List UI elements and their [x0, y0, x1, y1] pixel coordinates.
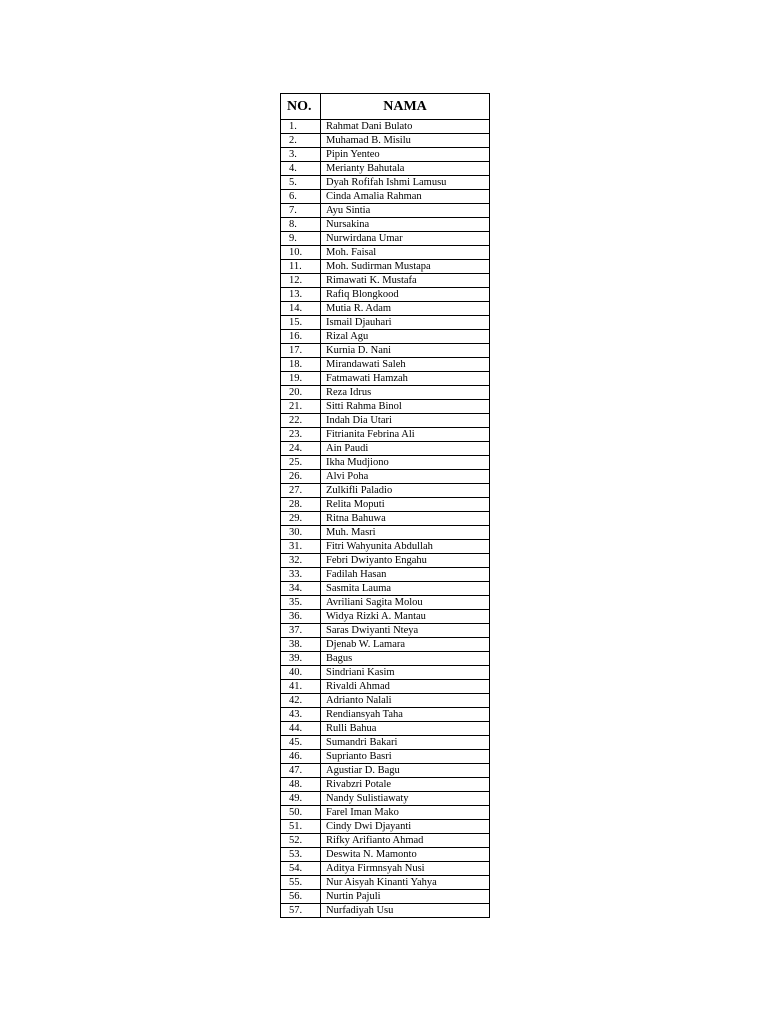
row-name: Relita Moputi: [321, 498, 490, 512]
row-number: 24.: [281, 442, 321, 456]
row-number: 55.: [281, 876, 321, 890]
row-name: Moh. Sudirman Mustapa: [321, 260, 490, 274]
row-name: Merianty Bahutala: [321, 162, 490, 176]
table-row: [281, 120, 490, 134]
row-name: Ain Paudi: [321, 442, 490, 456]
column-header-no: NO.: [281, 94, 321, 120]
table-row: [281, 288, 490, 302]
table-row: [281, 610, 490, 624]
row-number: 17.: [281, 344, 321, 358]
row-number: 57.: [281, 904, 321, 918]
table-row: [281, 316, 490, 330]
row-name: Adrianto Nalali: [321, 694, 490, 708]
row-name: Alvi Poha: [321, 470, 490, 484]
row-name: Cindy Dwi Djayanti: [321, 820, 490, 834]
row-number: 20.: [281, 386, 321, 400]
table-row: [281, 792, 490, 806]
row-number: 26.: [281, 470, 321, 484]
table-row: [281, 414, 490, 428]
table-body: [281, 120, 490, 918]
row-number: 21.: [281, 400, 321, 414]
table-row: [281, 876, 490, 890]
table-row: [281, 694, 490, 708]
row-number: 6.: [281, 190, 321, 204]
row-number: 44.: [281, 722, 321, 736]
row-number: 43.: [281, 708, 321, 722]
table-row: [281, 736, 490, 750]
row-name: Nur Aisyah Kinanti Yahya: [321, 876, 490, 890]
row-name: Muhamad B. Misilu: [321, 134, 490, 148]
row-name: Zulkifli Paladio: [321, 484, 490, 498]
row-name: Suprianto Basri: [321, 750, 490, 764]
row-number: 22.: [281, 414, 321, 428]
table-row: [281, 764, 490, 778]
table-header-row: [281, 94, 490, 120]
row-number: 36.: [281, 610, 321, 624]
table-row: [281, 386, 490, 400]
table-row: [281, 204, 490, 218]
table-row: [281, 484, 490, 498]
row-number: 52.: [281, 834, 321, 848]
table-row: [281, 750, 490, 764]
table-row: [281, 274, 490, 288]
table-row: [281, 162, 490, 176]
row-number: 32.: [281, 554, 321, 568]
row-name: Saras Dwiyanti Nteya: [321, 624, 490, 638]
row-name: Sindriani Kasim: [321, 666, 490, 680]
table-row: [281, 540, 490, 554]
row-name: Nurtin Pajuli: [321, 890, 490, 904]
row-name: Nurfadiyah Usu: [321, 904, 490, 918]
row-number: 37.: [281, 624, 321, 638]
table-row: [281, 666, 490, 680]
row-number: 18.: [281, 358, 321, 372]
row-name: Fitrianita Febrina Ali: [321, 428, 490, 442]
row-name: Fadilah Hasan: [321, 568, 490, 582]
row-number: 23.: [281, 428, 321, 442]
row-name: Nurwirdana Umar: [321, 232, 490, 246]
row-number: 4.: [281, 162, 321, 176]
row-number: 9.: [281, 232, 321, 246]
table-row: [281, 820, 490, 834]
row-name: Widya Rizki A. Mantau: [321, 610, 490, 624]
table-row: [281, 176, 490, 190]
row-name: Nandy Sulistiawaty: [321, 792, 490, 806]
table-row: [281, 778, 490, 792]
table-row: [281, 652, 490, 666]
row-number: 41.: [281, 680, 321, 694]
row-number: 38.: [281, 638, 321, 652]
table-row: [281, 134, 490, 148]
row-number: 13.: [281, 288, 321, 302]
row-number: 25.: [281, 456, 321, 470]
row-number: 5.: [281, 176, 321, 190]
row-name: Bagus: [321, 652, 490, 666]
row-number: 30.: [281, 526, 321, 540]
table-row: [281, 456, 490, 470]
row-number: 7.: [281, 204, 321, 218]
name-list-table: [280, 93, 490, 918]
row-number: 19.: [281, 372, 321, 386]
row-name: Rifky Arifianto Ahmad: [321, 834, 490, 848]
row-number: 8.: [281, 218, 321, 232]
row-name: Rivaldi Ahmad: [321, 680, 490, 694]
row-number: 10.: [281, 246, 321, 260]
row-name: Dyah Rofifah Ishmi Lamusu: [321, 176, 490, 190]
table-row: [281, 400, 490, 414]
table-row: [281, 708, 490, 722]
row-name: Rafiq Blongkood: [321, 288, 490, 302]
row-number: 45.: [281, 736, 321, 750]
table-row: [281, 372, 490, 386]
row-number: 1.: [281, 120, 321, 134]
row-number: 48.: [281, 778, 321, 792]
row-name: Agustiar D. Bagu: [321, 764, 490, 778]
row-number: 14.: [281, 302, 321, 316]
row-number: 3.: [281, 148, 321, 162]
row-number: 28.: [281, 498, 321, 512]
table-row: [281, 596, 490, 610]
row-number: 35.: [281, 596, 321, 610]
table-row: [281, 568, 490, 582]
table-row: [281, 358, 490, 372]
row-name: Mirandawati Saleh: [321, 358, 490, 372]
table-row: [281, 890, 490, 904]
table-row: [281, 904, 490, 918]
row-name: Aditya Firmnsyah Nusi: [321, 862, 490, 876]
row-number: 46.: [281, 750, 321, 764]
row-number: 16.: [281, 330, 321, 344]
row-number: 49.: [281, 792, 321, 806]
table-row: [281, 246, 490, 260]
row-name: Rendiansyah Taha: [321, 708, 490, 722]
row-name: Sitti Rahma Binol: [321, 400, 490, 414]
row-number: 29.: [281, 512, 321, 526]
row-name: Pipin Yenteo: [321, 148, 490, 162]
row-name: Rahmat Dani Bulato: [321, 120, 490, 134]
row-number: 53.: [281, 848, 321, 862]
table-row: [281, 344, 490, 358]
table-row: [281, 862, 490, 876]
table-row: [281, 218, 490, 232]
row-name: Ritna Bahuwa: [321, 512, 490, 526]
row-name: Rivabzri Potale: [321, 778, 490, 792]
row-number: 54.: [281, 862, 321, 876]
row-name: Kurnia D. Nani: [321, 344, 490, 358]
table-row: [281, 554, 490, 568]
row-name: Rizal Agu: [321, 330, 490, 344]
row-number: 56.: [281, 890, 321, 904]
row-number: 2.: [281, 134, 321, 148]
table-row: [281, 302, 490, 316]
row-number: 50.: [281, 806, 321, 820]
table-row: [281, 834, 490, 848]
row-number: 42.: [281, 694, 321, 708]
table-row: [281, 848, 490, 862]
row-number: 27.: [281, 484, 321, 498]
row-name: Djenab W. Lamara: [321, 638, 490, 652]
table-row: [281, 260, 490, 274]
row-name: Reza Idrus: [321, 386, 490, 400]
table-row: [281, 190, 490, 204]
row-name: Ikha Mudjiono: [321, 456, 490, 470]
table-row: [281, 806, 490, 820]
row-name: Avriliani Sagita Molou: [321, 596, 490, 610]
table-row: [281, 526, 490, 540]
row-number: 12.: [281, 274, 321, 288]
row-name: Fitri Wahyunita Abdullah: [321, 540, 490, 554]
row-number: 31.: [281, 540, 321, 554]
table-row: [281, 512, 490, 526]
table-row: [281, 330, 490, 344]
row-name: Rimawati K. Mustafa: [321, 274, 490, 288]
table-row: [281, 442, 490, 456]
column-header-name: NAMA: [321, 94, 490, 120]
table-row: [281, 428, 490, 442]
row-name: Cinda Amalia Rahman: [321, 190, 490, 204]
row-name: Deswita N. Mamonto: [321, 848, 490, 862]
table-row: [281, 624, 490, 638]
row-name: Rulli Bahua: [321, 722, 490, 736]
row-name: Mutia R. Adam: [321, 302, 490, 316]
row-name: Fatmawati Hamzah: [321, 372, 490, 386]
row-name: Farel Iman Mako: [321, 806, 490, 820]
row-name: Sasmita Lauma: [321, 582, 490, 596]
row-name: Muh. Masri: [321, 526, 490, 540]
row-number: 40.: [281, 666, 321, 680]
row-name: Indah Dia Utari: [321, 414, 490, 428]
row-name: Febri Dwiyanto Engahu: [321, 554, 490, 568]
row-number: 34.: [281, 582, 321, 596]
table-row: [281, 722, 490, 736]
row-name: Moh. Faisal: [321, 246, 490, 260]
row-name: Nursakina: [321, 218, 490, 232]
row-name: Ismail Djauhari: [321, 316, 490, 330]
table-row: [281, 470, 490, 484]
row-number: 11.: [281, 260, 321, 274]
table-row: [281, 680, 490, 694]
row-number: 15.: [281, 316, 321, 330]
table-row: [281, 638, 490, 652]
row-number: 47.: [281, 764, 321, 778]
table-row: [281, 148, 490, 162]
row-number: 51.: [281, 820, 321, 834]
row-number: 39.: [281, 652, 321, 666]
row-number: 33.: [281, 568, 321, 582]
table-row: [281, 582, 490, 596]
row-name: Ayu Sintia: [321, 204, 490, 218]
table-row: [281, 232, 490, 246]
table-row: [281, 498, 490, 512]
row-name: Sumandri Bakari: [321, 736, 490, 750]
